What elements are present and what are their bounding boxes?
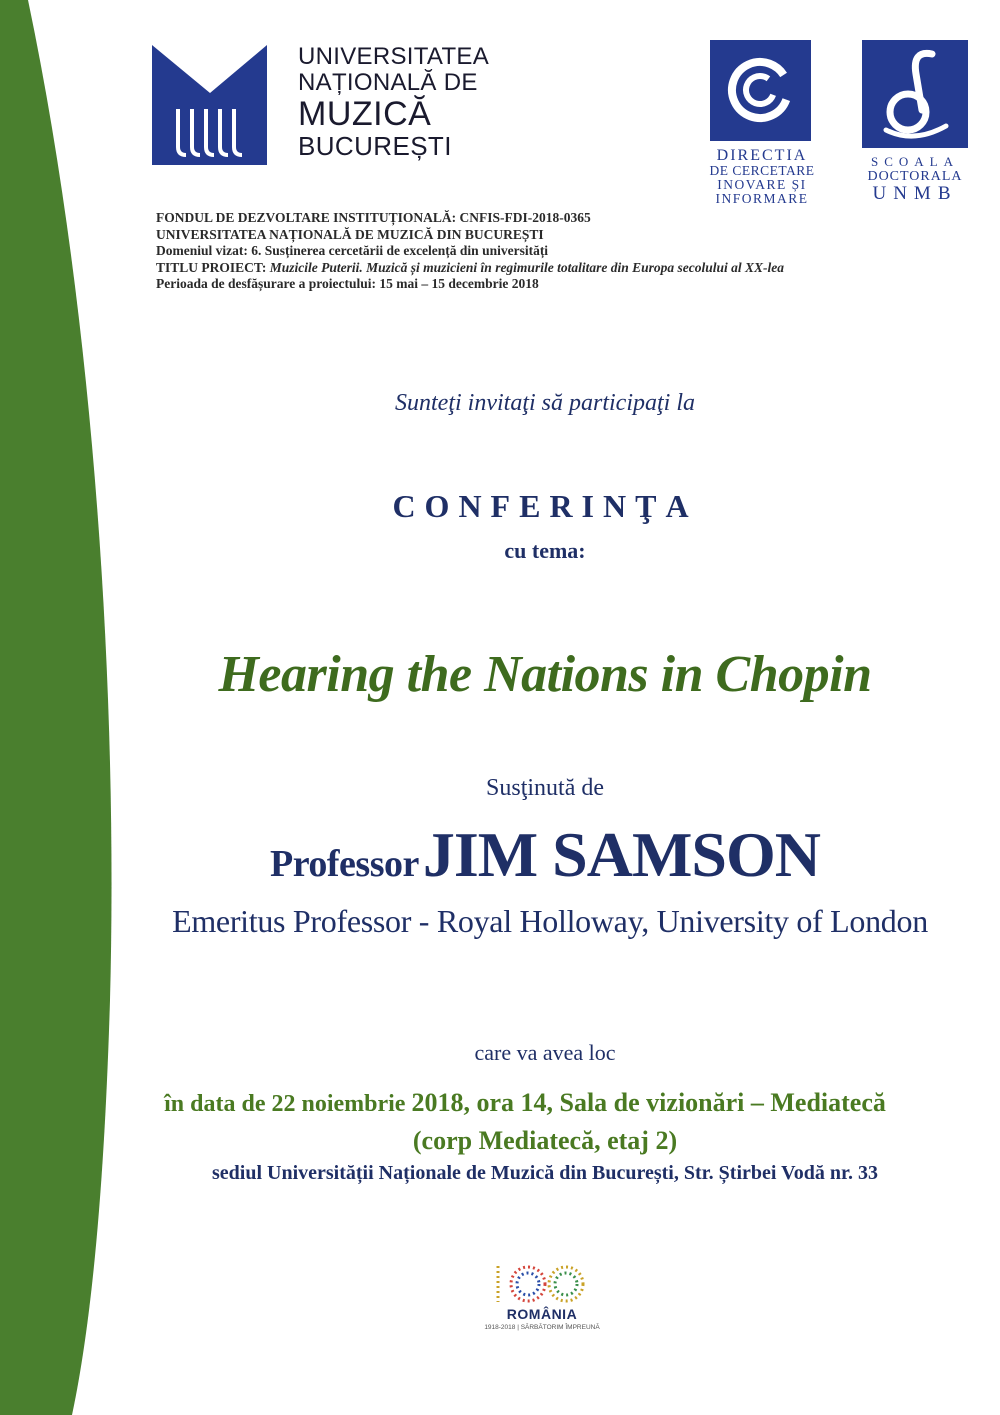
event-date-part1: în data de 22 noiembrie	[164, 1091, 412, 1117]
project-fund: FONDUL DE DEZVOLTARE INSTITUȚIONALĂ: CNFIS-FDI-2018-0365	[156, 210, 591, 225]
invitation-text: Sunteţi invitaţi să participaţi la	[395, 390, 695, 416]
project-title-label: TITLU PROIECT:	[156, 259, 270, 275]
directia-line4: INFORMARE	[715, 191, 809, 206]
university-name-line3: MUZICĂ	[298, 95, 432, 133]
event-address: sediul Universității Naționale de Muzică din București, Str. Știrbei Vodă nr. 33	[212, 1162, 878, 1184]
directia-line3: INOVARE ȘI	[717, 177, 807, 192]
university-name-line1: UNIVERSITATEA	[298, 43, 490, 70]
project-university: UNIVERSITATEA NAȚIONALĂ DE MUZICĂ DIN BUCUREȘTI	[156, 226, 544, 242]
speaker-heading	[100, 818, 990, 892]
romania-tagline: 1918-2018 | SĂRBĂTORIM ÎMPREUNĂ	[484, 1324, 600, 1331]
speaker-name: JIM SAMSON	[422, 819, 820, 890]
scoala-name	[858, 154, 972, 204]
event-date-part2: 2018, ora 14, Sala de vizionări – Mediatecă	[411, 1088, 886, 1117]
event-date	[60, 1088, 990, 1118]
sd-emblem-icon	[862, 40, 968, 148]
directia-line2: DE CERCETARE	[709, 163, 815, 178]
project-period: Perioada de desfășurare a proiectului: 15 mai – 15 decembrie 2018	[156, 276, 539, 291]
event-room: (corp Mediatecă, etaj 2)	[412, 1126, 678, 1155]
speaker-prefix: Professor	[270, 843, 419, 885]
unmb-emblem-icon	[152, 45, 267, 165]
directia-logo-box	[710, 40, 811, 141]
event-intro: care va avea loc	[474, 1040, 616, 1065]
project-title-value: Muzicile Puterii. Muzică și muzicieni în regimurile totalitare din Europa secolului al XX-lea	[269, 259, 784, 275]
conference-title: CONFERINŢA	[392, 488, 698, 524]
university-name-line2: NAȚIONALĂ DE	[298, 69, 478, 96]
project-info	[156, 210, 956, 293]
cc-emblem-icon	[710, 40, 811, 141]
project-domain: Domeniul vizat: 6. Susținerea cercetării de excelență din universități	[156, 243, 549, 258]
scoala-line1: SCOALA	[870, 154, 959, 169]
scoala-logo-box	[862, 40, 968, 148]
scoala-line3: UNMB	[872, 183, 958, 204]
scoala-line2: DOCTORALA	[867, 169, 963, 184]
speaker-intro: Susţinută de	[486, 775, 604, 801]
romania-name: ROMÂNIA	[506, 1306, 578, 1322]
university-name	[298, 44, 498, 160]
university-name-line4: BUCUREȘTI	[298, 131, 452, 161]
decorative-green-band	[0, 0, 120, 1415]
directia-line1: DIRECTIA	[716, 147, 808, 164]
directia-name	[706, 148, 818, 206]
speaker-affiliation: Emeritus Professor - Royal Holloway, University of London	[172, 903, 928, 939]
conference-topic: Hearing the Nations in Chopin	[218, 646, 872, 703]
project-title	[156, 260, 956, 277]
conference-subtitle: cu tema:	[504, 538, 586, 563]
